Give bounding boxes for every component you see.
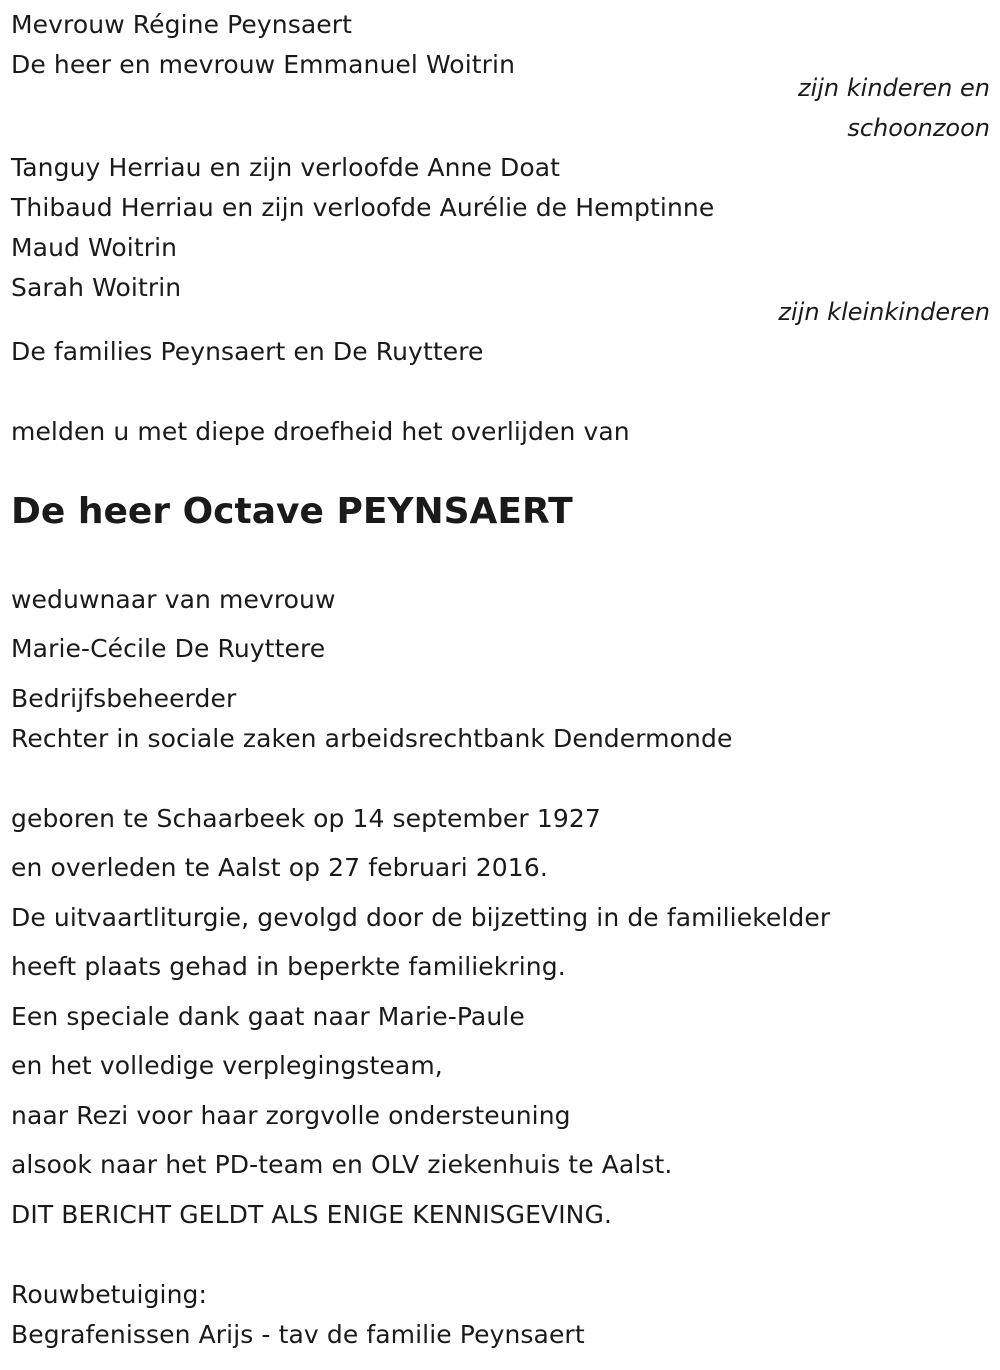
detail-judge: Rechter in sociale zaken arbeidsrechtbank Dendermonde: [11, 724, 733, 753]
condolences-label: Rouwbetuiging:: [11, 1280, 208, 1309]
announcement-line: melden u met diepe droefheid het overlijden van: [11, 417, 630, 446]
body-line-nursing: en het volledige verplegingsteam,: [11, 1051, 443, 1080]
grandchildren-role: zijn kleinkinderen: [778, 298, 990, 326]
grandchild-1: Tanguy Herriau en zijn verloofde Anne Doat: [11, 153, 561, 182]
families-line: De families Peynsaert en De Ruyttere: [11, 337, 484, 366]
detail-spouse-name: Marie-Cécile De Ruyttere: [11, 634, 326, 663]
body-line-born: geboren te Schaarbeek op 14 september 1927: [11, 804, 601, 833]
grandchild-3: Maud Woitrin: [11, 233, 178, 262]
condolences-address: Begrafenissen Arijs - tav de familie Peynsaert: [11, 1320, 585, 1349]
child-2: De heer en mevrouw Emmanuel Woitrin: [11, 50, 516, 79]
body-line-thanks: Een speciale dank gaat naar Marie-Paule: [11, 1002, 525, 1031]
grandchild-4: Sarah Woitrin: [11, 273, 182, 302]
grandchild-2: Thibaud Herriau en zijn verloofde Aurélie de Hemptinne: [11, 193, 715, 222]
deceased-name: De heer Octave PEYNSAERT: [11, 491, 573, 532]
body-line-family-circle: heeft plaats gehad in beperkte familiekring.: [11, 952, 566, 981]
body-line-rezi: naar Rezi voor haar zorgvolle ondersteuning: [11, 1101, 571, 1130]
children-role-line-2: schoonzoon: [847, 114, 990, 142]
detail-occupation: Bedrijfsbeheerder: [11, 684, 237, 713]
child-1: Mevrouw Régine Peynsaert: [11, 10, 353, 39]
body-line-funeral: De uitvaartliturgie, gevolgd door de bijzetting in de familiekelder: [11, 903, 831, 932]
detail-widower: weduwnaar van mevrouw: [11, 585, 336, 614]
body-line-died: en overleden te Aalst op 27 februari 2016.: [11, 853, 548, 882]
children-role-line-1: zijn kinderen en: [798, 74, 990, 102]
body-line-hospital: alsook naar het PD-team en OLV ziekenhuis te Aalst.: [11, 1150, 673, 1179]
body-line-notice: DIT BERICHT GELDT ALS ENIGE KENNISGEVING.: [11, 1200, 612, 1229]
